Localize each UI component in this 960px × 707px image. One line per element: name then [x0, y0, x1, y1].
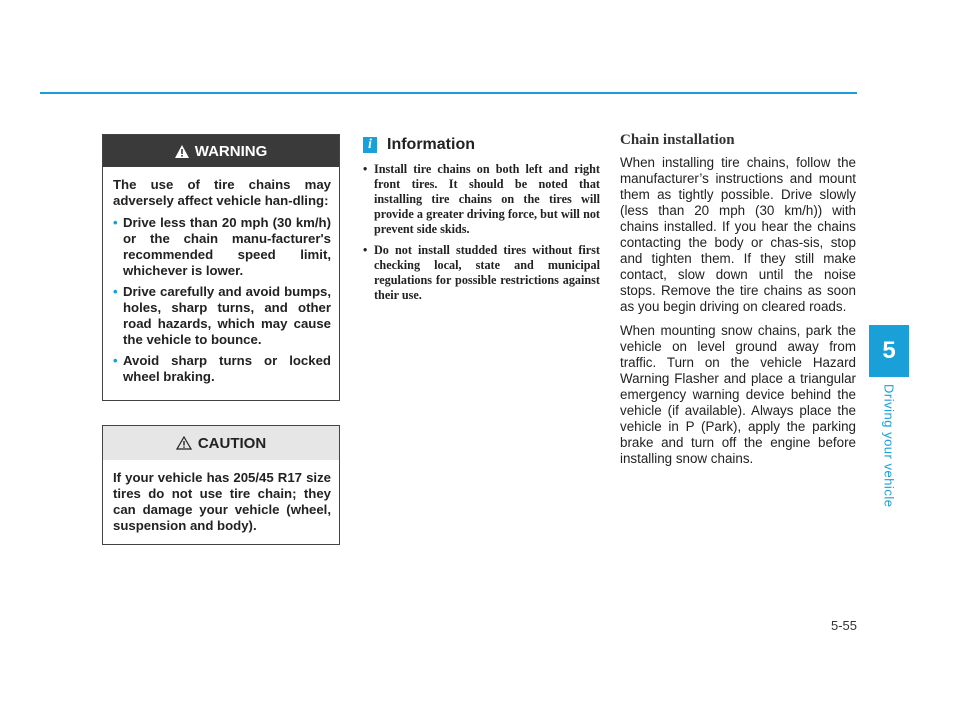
paragraph: When mounting snow chains, park the vehicle on level ground away from traffic. Turn on the vehicle Hazard Warning Flasher and place a triangular emergency warning device behind the vehicle (if available). Always place the vehicle in P (Park), apply the parking brake and turn off the engine before installing snow chains. — [620, 323, 856, 466]
warning-box — [102, 134, 340, 401]
list-item: • Avoid sharp turns or locked wheel braking. — [113, 353, 331, 384]
chain-installation-section — [620, 132, 856, 475]
information-section — [363, 136, 600, 309]
information-list — [363, 162, 600, 303]
information-title: Information — [387, 136, 475, 153]
caution-text: If your vehicle has 205/45 R17 size tires do not use tire chain; they can damage your vehicle (wheel, suspension and body). — [113, 470, 331, 533]
chapter-label: Driving your vehicle — [881, 384, 897, 508]
page-number: 5-55 — [830, 618, 857, 633]
warning-triangle-icon — [175, 145, 189, 158]
section-title: Chain installation — [620, 132, 735, 148]
info-icon: i — [363, 137, 377, 153]
bullet-icon: • — [363, 162, 368, 176]
warning-list — [113, 215, 331, 385]
warning-header — [103, 135, 339, 167]
caution-title: CAUTION — [197, 434, 267, 452]
bullet-icon: • — [363, 243, 368, 257]
bullet-icon: • — [113, 353, 118, 368]
bullet-icon: • — [113, 284, 118, 299]
warning-title: WARNING — [194, 142, 268, 160]
list-item: • Install tire chains on both left and right front tires. It should be noted that installing tire chains on the tires will provide a greater driving force, but will not prevent side skids. — [363, 162, 600, 236]
warning-intro: The use of tire chains may adversely affect vehicle han-dling: — [113, 177, 331, 208]
bullet-icon: • — [113, 215, 118, 230]
list-item: • Drive carefully and avoid bumps, holes, sharp turns, and other road hazards, which may cause the vehicle to bounce. — [113, 284, 331, 347]
caution-box — [102, 425, 340, 545]
information-header — [363, 136, 600, 154]
top-rule — [40, 92, 857, 94]
list-item: • Do not install studded tires without first checking local, state and municipal regulations for possible restrictions against their use. — [363, 243, 600, 302]
caution-header — [103, 426, 339, 460]
paragraph: When installing tire chains, follow the manufacturer’s instructions and mount them as tightly possible. Drive slowly (less than 20 mph (30 km/h)) with chains installed. If you hear the chains contacting the body or chas-sis, stop and tighten them. If they still make contact, slow down until the noise stops. Remove the tire chains as soon as you begin driving on cleared roads. — [620, 155, 856, 314]
chapter-number-tab: 5 — [869, 325, 909, 377]
caution-triangle-icon — [176, 436, 192, 450]
warning-body — [103, 167, 339, 400]
list-item: • Drive less than 20 mph (30 km/h) or the chain manu-facturer's recommended speed limit, whichever is lower. — [113, 215, 331, 278]
